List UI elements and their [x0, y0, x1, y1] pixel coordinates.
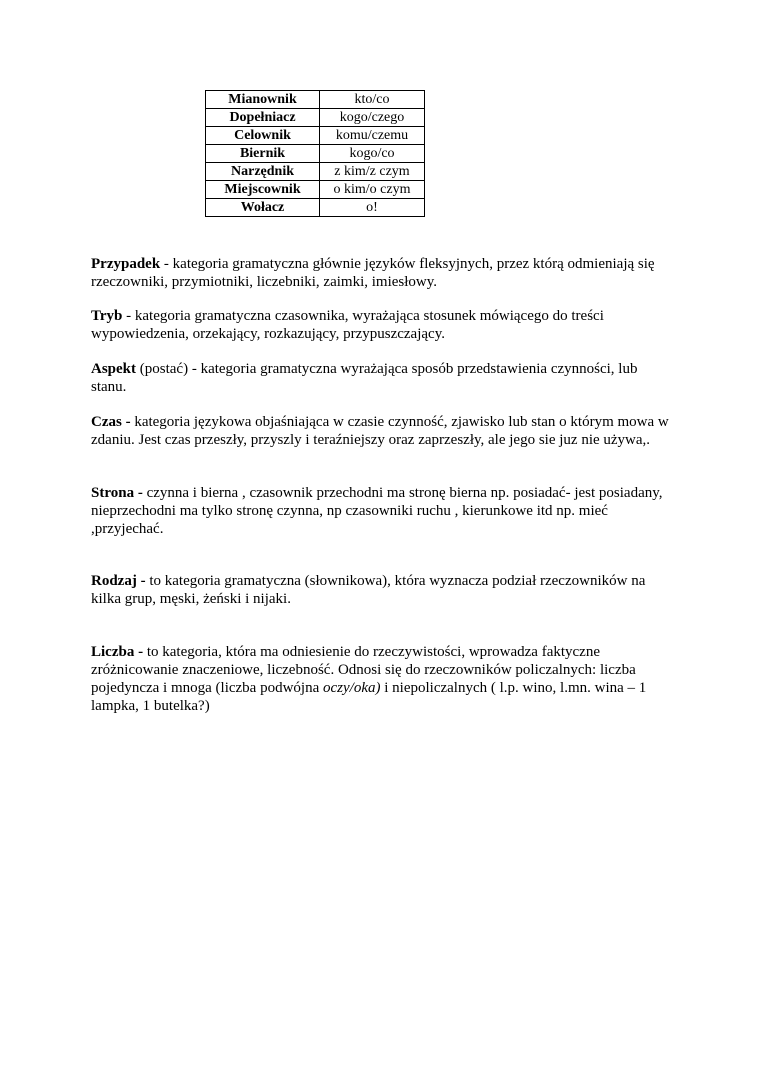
- definition-text: i niepoliczalnych ( l.p. wino, l.mn. wina – 1 lampka, 1 butelka?): [91, 680, 647, 714]
- definition-text: to kategoria, która ma odniesienie do rzeczywistości, wprowadza faktyczne zróżnicowanie znaczeniowe, liczebność. Odnosi się do rzeczowników policzalnych: liczba pojedyncza i mnoga (liczba podwójna: [91, 644, 636, 696]
- definition-przypadek: [91, 255, 676, 291]
- definition-text: - kategoria gramatyczna głównie języków fleksyjnych, przez którą odmieniają się rzeczowniki, przymiotniki, liczebniki, zaimki, imiesłowy.: [91, 256, 655, 290]
- definition-italic-text: oczy/oka): [323, 680, 381, 696]
- grammatical-cases-table: [205, 90, 425, 217]
- definition-text: czynna i bierna , czasownik przechodni ma stronę bierna np. posiadać- jest posiadany, nieprzechodni ma tylko stronę czynna, np czasowniki ruchu , kierunkowe itd np. mieć ,przyjechać.: [91, 485, 663, 537]
- term-dash: -: [121, 414, 131, 430]
- definition-czas: [91, 413, 676, 449]
- definition-aspekt: [91, 360, 676, 396]
- definition-tryb: [91, 307, 676, 343]
- table-row: [206, 181, 425, 199]
- case-question: kogo/co: [320, 145, 425, 163]
- term-label: Aspekt: [91, 361, 137, 377]
- definition-text: to kategoria gramatyczna (słownikowa), która wyznacza podział rzeczowników na kilka grup, męski, żeński i nijaki.: [91, 573, 646, 607]
- case-question: kogo/czego: [320, 109, 425, 127]
- definition-strona: [91, 484, 676, 538]
- term-label: Rodzaj: [91, 573, 137, 589]
- table-row: [206, 163, 425, 181]
- term-label: Tryb: [91, 308, 123, 324]
- case-name: Narzędnik: [206, 163, 320, 181]
- case-name: Biernik: [206, 145, 320, 163]
- definition-rodzaj: [91, 572, 676, 608]
- table-row: [206, 109, 425, 127]
- definition-liczba: [91, 643, 676, 715]
- case-question: z kim/z czym: [320, 163, 425, 181]
- term-dash: -: [136, 573, 146, 589]
- term-label: Czas: [91, 414, 122, 430]
- case-name: Dopełniacz: [206, 109, 320, 127]
- definition-text: - kategoria gramatyczna czasownika, wyrażająca stosunek mówiącego do treści wypowiedzenia, orzekający, rozkazujący, przypuszczający.: [91, 308, 604, 342]
- definition-text: (postać) - kategoria gramatyczna wyrażająca sposób przedstawienia czynności, lub stanu.: [91, 361, 638, 395]
- case-name: Mianownik: [206, 91, 320, 109]
- table-row: [206, 145, 425, 163]
- table-row: [206, 199, 425, 217]
- term-label: Przypadek: [91, 256, 161, 272]
- case-name: Celownik: [206, 127, 320, 145]
- case-name: Miejscownik: [206, 181, 320, 199]
- term-dash: -: [134, 644, 144, 660]
- term-dash: -: [134, 485, 143, 501]
- term-label: Liczba: [91, 644, 135, 660]
- case-question: komu/czemu: [320, 127, 425, 145]
- case-question: o!: [320, 199, 425, 217]
- table-row: [206, 127, 425, 145]
- case-name: Wołacz: [206, 199, 320, 217]
- case-question: kto/co: [320, 91, 425, 109]
- definition-text: kategoria językowa objaśniająca w czasie czynność, zjawisko lub stan o którym mowa w zdaniu. Jest czas przeszły, przyszly i teraźniejszy oraz zaprzeszły, ale jego sie juz nie używa,.: [91, 414, 669, 448]
- term-label: Strona: [91, 485, 135, 501]
- case-question: o kim/o czym: [320, 181, 425, 199]
- table-row: [206, 91, 425, 109]
